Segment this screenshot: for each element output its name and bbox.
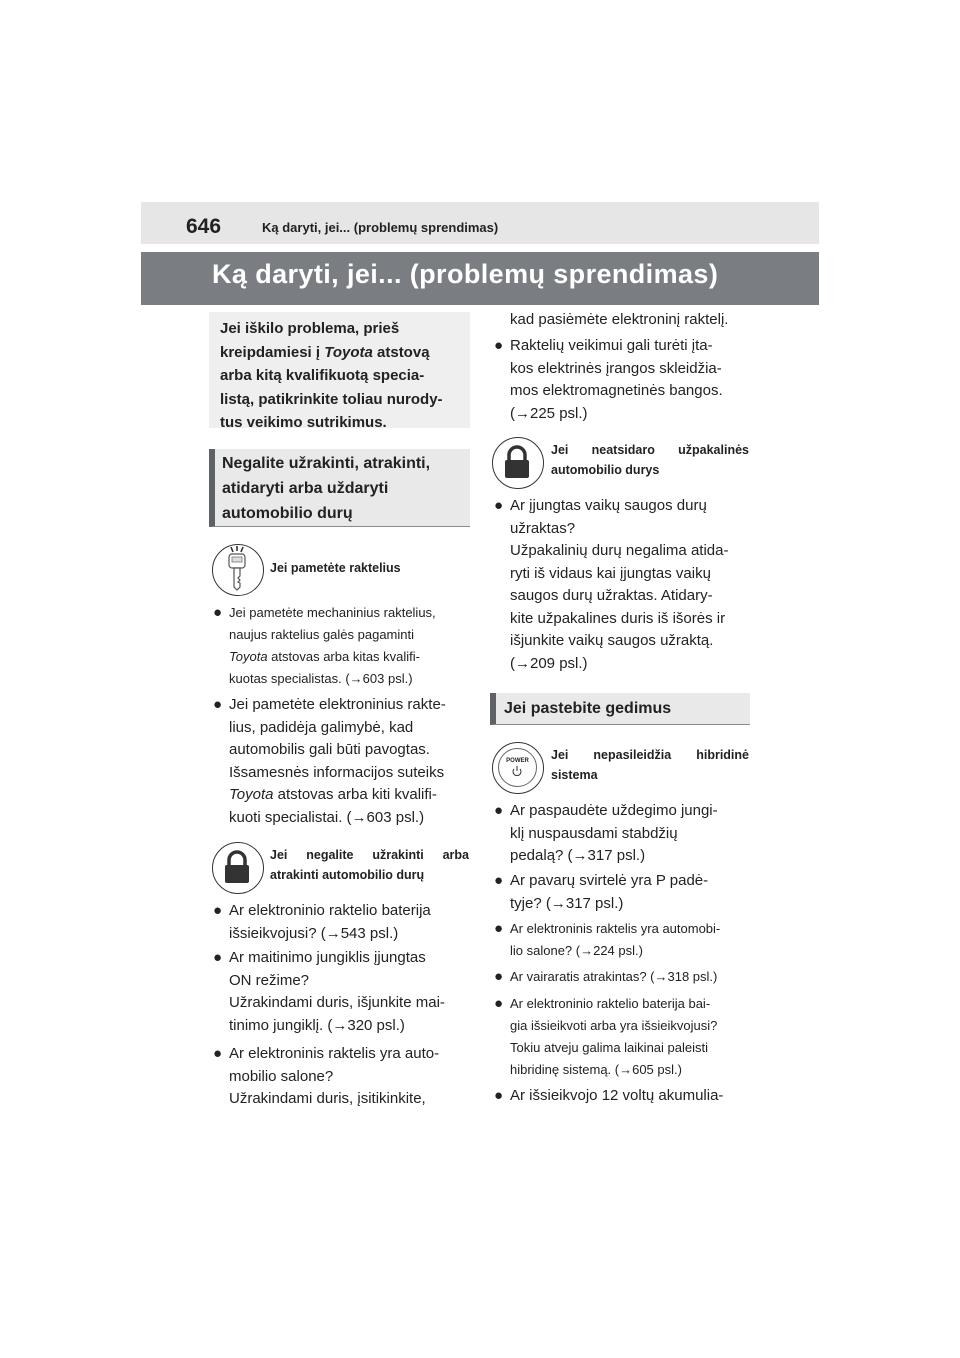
heading-line: atidaryti arba uždaryti (222, 480, 389, 497)
bullet-line: išjunkite vaikų saugos užraktą. (510, 632, 714, 649)
list-item (494, 495, 755, 675)
bullet-line: Užpakalinių durų negalima atida- (510, 542, 729, 559)
bullet-line: mos elektromagnetinės bangos. (510, 382, 723, 399)
bullet-line: kos elektrinės įrangos skleidžia- (510, 359, 722, 377)
rear-doors-label-2: automobilio durys (551, 463, 660, 477)
bullet-line: (→209 psl.) (510, 654, 588, 672)
bullet-icon: ● (213, 949, 223, 966)
bullet-icon: ● (494, 802, 504, 819)
bullet-line: Jei pametėte mechaninius raktelius, (229, 605, 436, 620)
power-button-icon (492, 742, 544, 794)
bullet-line: ON režime? (229, 971, 310, 989)
list-item (213, 947, 469, 1037)
bullet-line: Ar įjungtas vaikų saugos durų (510, 497, 707, 514)
bullet-line: Išsamesnės informacijos suteiks (229, 763, 445, 781)
key-icon (212, 544, 264, 596)
toyota-italic: Toyota (324, 343, 373, 361)
bullet-icon: ● (494, 497, 504, 514)
intro-line: Jei iškilo problema, prieš (220, 320, 400, 337)
bullet-line: Raktelių veikimui gali turėti įta- (510, 337, 713, 354)
bullet-line: Užrakindami duris, įsitikinkite, (229, 1090, 426, 1107)
lock-icon (492, 437, 544, 489)
bullet-line (229, 784, 469, 807)
bullet-line: Tokiu atveju galima laikinai paleisti (510, 1040, 708, 1055)
list-item-continued: kad pasiėmėte elektroninį raktelį. (510, 311, 729, 328)
bullet-line: klį nuspausdami stabdžių (510, 824, 678, 842)
bullet-icon: ● (494, 337, 504, 354)
bullet-line: hibridinę sistemą. (→605 psl.) (510, 1062, 682, 1077)
bullet-line: Ar išsieikvojo 12 voltų akumulia- (510, 1087, 724, 1104)
bullet-line: tyje? (→317 psl.) (510, 894, 624, 912)
bullet-line: kite užpakalines duris iš išorės ir (510, 609, 726, 627)
cant-lock-label (270, 845, 469, 865)
bullet-line: tinimo jungiklį. (→320 psl.) (229, 1016, 405, 1034)
list-item (494, 870, 755, 915)
hybrid-label-2: sistema (551, 768, 598, 782)
bullet-icon: ● (213, 696, 223, 713)
bullet-line: lio salone? (→224 psl.) (510, 943, 643, 958)
bullet-line: naujus raktelius galės pagaminti (229, 627, 414, 642)
page-number: 646 (186, 215, 222, 238)
bullet-line: kuotas specialistas. (→603 psl.) (229, 671, 413, 686)
bullet-line (229, 646, 469, 668)
list-item (494, 335, 755, 425)
list-item (494, 993, 755, 1081)
list-item (494, 1085, 755, 1108)
label-line: Jei nepasileidžia hibridinė (551, 748, 749, 762)
bullet-icon: ● (494, 1087, 504, 1104)
bullet-icon: ● (494, 920, 504, 937)
intro-line-part: atstovą (372, 343, 430, 361)
hybrid-label (551, 745, 749, 765)
intro-text (220, 317, 464, 435)
heading-line: Negalite užrakinti, atrakinti, (222, 455, 431, 472)
running-title: Ką daryti, jei... (problemų sprendimas) (262, 220, 499, 235)
heading-line: automobilio durų (222, 505, 353, 522)
bullet-line: Ar maitinimo jungiklis įjungtas (229, 949, 426, 966)
bullet-icon: ● (213, 604, 223, 621)
section-heading-text (222, 451, 466, 526)
list-item (213, 694, 469, 829)
bullet-line: (→225 psl.) (510, 404, 588, 422)
bullet-icon: ● (494, 872, 504, 889)
cant-lock-label-2: atrakinti automobilio durų (270, 868, 425, 882)
bullet-line: Ar elektroninio raktelio baterija bai- (510, 996, 711, 1011)
rear-doors-label (551, 440, 749, 460)
bullet-line-part: atstovas arba kitas kvalifi- (267, 649, 421, 664)
bullet-line: užraktas? (510, 519, 576, 537)
bullet-line: lius, padidėja galimybė, kad (229, 718, 414, 736)
label-line: Jei negalite užrakinti arba (270, 848, 469, 862)
intro-line: listą, patikrinkite toliau nurody- (220, 390, 443, 408)
bullet-line: išsieikvojusi? (→543 psl.) (229, 924, 399, 942)
bullet-icon: ● (494, 968, 504, 985)
bullet-line: kuoti specialistai. (→603 psl.) (229, 808, 425, 826)
bullet-icon: ● (213, 902, 223, 919)
bullet-line: Ar elektroninis raktelis yra auto- (229, 1045, 440, 1062)
toyota-italic: Toyota (229, 786, 274, 803)
list-item (494, 966, 755, 988)
bullet-line: Užrakindami duris, išjunkite mai- (229, 994, 445, 1011)
bullet-line: pedalą? (→317 psl.) (510, 847, 646, 864)
list-item (494, 918, 755, 962)
section-heading-text: Jei pastebite gedimus (504, 700, 672, 717)
page-title: Ką daryti, jei... (problemų sprendimas) (212, 259, 719, 289)
intro-line-part: kreipdamiesi į (220, 343, 325, 361)
bullet-line: gia išsieikvoti arba yra išsieikvojusi? (510, 1018, 718, 1033)
bullet-line: Jei pametėte elektroninius rakte- (229, 696, 446, 713)
toyota-italic: Toyota (229, 649, 268, 664)
bullet-line: Ar vairaratis atrakintas? (→318 psl.) (510, 969, 718, 984)
bullet-line: Ar paspaudėte uždegimo jungi- (510, 802, 718, 819)
list-item (494, 800, 755, 868)
bullet-line: Ar elektroninis raktelis yra automobi- (510, 921, 721, 936)
bullet-icon: ● (213, 1045, 223, 1062)
bullet-line: Ar pavarų svirtelė yra P padė- (510, 872, 709, 889)
lost-keys-label: Jei pametėte raktelius (270, 561, 401, 575)
intro-line: tus veikimo sutrikimus. (220, 414, 387, 431)
list-item (213, 1043, 469, 1111)
bullet-icon: ● (494, 995, 504, 1012)
intro-line (220, 341, 464, 365)
lock-icon (212, 842, 264, 894)
bullet-line: Ar elektroninio raktelio baterija (229, 902, 431, 919)
bullet-line: ryti iš vidaus kai įjungtas vaikų (510, 564, 711, 582)
bullet-line: mobilio salone? (229, 1067, 334, 1085)
list-item (213, 602, 469, 690)
label-line: Jei neatsidaro užpakalinės (551, 443, 749, 457)
bullet-line: automobilis gali būti pavogtas. (229, 741, 430, 758)
bullet-line: saugos durų užraktas. Atidary- (510, 587, 713, 604)
list-item (213, 900, 469, 945)
bullet-line-part: atstovas arba kiti kvalifi- (273, 786, 437, 803)
power-icon-text: POWER (506, 758, 529, 764)
intro-line: arba kitą kvalifikuotą specia- (220, 367, 425, 384)
